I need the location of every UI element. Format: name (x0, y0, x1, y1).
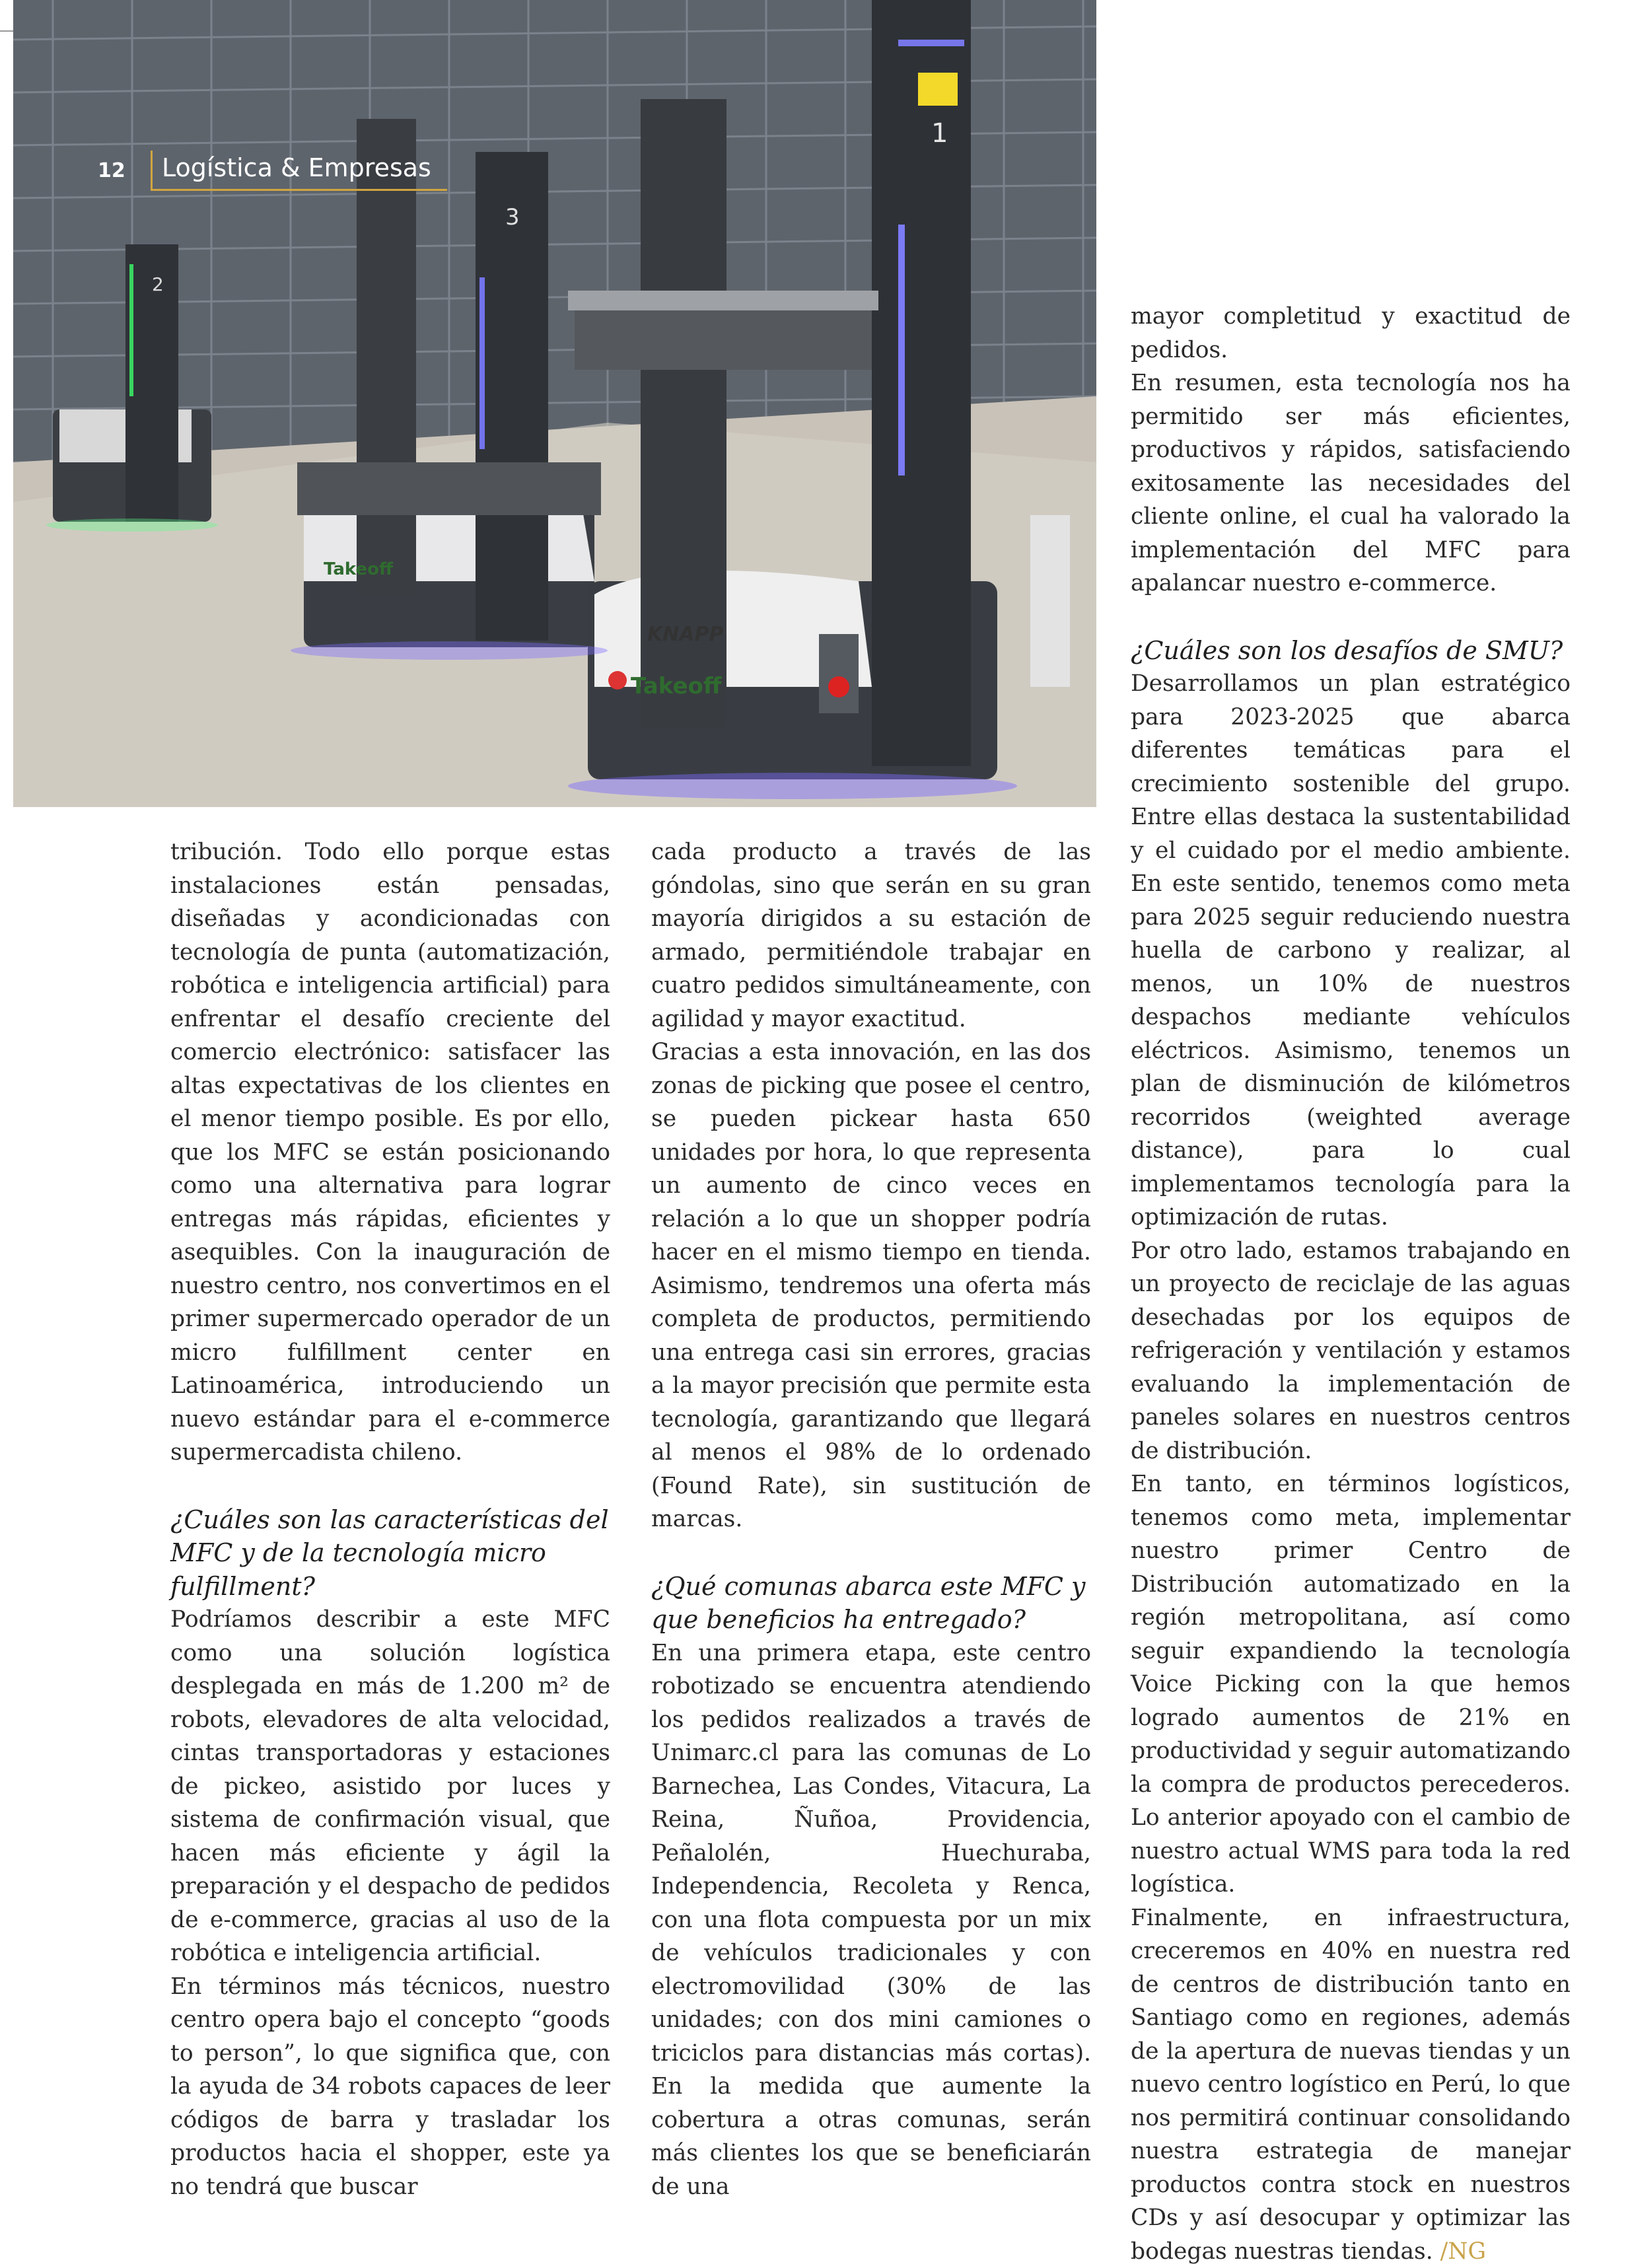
robot-number-1: 1 (931, 118, 948, 149)
col3-paragraph-3: Desarrollamos un plan estratégico para 2023-2025 que abarca diferentes temáticas para el crecimiento sostenible del grupo. Entre ellas destaca la sustentabilidad y el cuidado por el medio ambiente. En este sentido, tenemos como meta para 2025 seguir reduciendo nuestra huella de carbono y realizar, al menos, un 10% de nuestros despachos mediante vehículos eléctricos. Asimismo, tenemos un plan de disminución de kilómetros recorridos (weighted average distance), para lo cual implementamos tecnología para la optimización de rutas. (1131, 667, 1571, 1234)
col1-paragraph-2: Podríamos describir a este MFC como una solución logística desplegada en más de 1.200 m² de robots, elevadores de alta velocidad, cintas transportadoras y estaciones de pickeo, asistido por luces y sistema de confirmación visual, que hacen más eficiente y ágil la preparación y el despacho de pedidos de e-commerce, gracias al uso de la robótica e inteligencia artificial. (170, 1603, 610, 1970)
col1-heading: ¿Cuáles son las características del MFC y de la tecnología micro fulfillment? (170, 1503, 610, 1604)
column-1 (170, 835, 610, 2203)
col3-paragraph-6 (1131, 1901, 1571, 2268)
section-title: Logística & Empresas (151, 151, 447, 191)
col2-paragraph-1: cada producto a través de las góndolas, sino que serán en su gran mayoría dirigidos a su estación de armado, permitiéndole trabajar en cuatro pedidos simultáneamente, con agilidad y mayor exactitud. (651, 835, 1091, 1036)
page-header (98, 151, 447, 191)
robot-number-3: 3 (505, 204, 520, 230)
column-2 (651, 835, 1091, 2203)
col1-paragraph-1: tribución. Todo ello porque estas instalaciones están pensadas, diseñadas y acondicionadas con tecnología de punta (automatización, robótica e inteligencia artificial) para enfrentar el desafío creciente del comercio electrónico: satisfacer las altas expectativas de los clientes en el menor tiempo posible. Es por ello, que los MFC se están posicionando como una alternativa para lograr entregas más rápidas, eficientes y asequibles. Con la inauguración de nuestro centro, nos convertimos en el primer supermercado operador de un micro fulfillment center en Latinoamérica, introduciendo un nuevo estándar para el e-commerce supermercadista chileno. (170, 835, 610, 1470)
col3-paragraph-6-text: Finalmente, en infraestructura, creceremos en 40% en nuestra red de centros de distribución tanto en Santiago como en regiones, además de la apertura de nuevas tiendas y un nuevo centro logístico en Perú, lo que nos permitirá continuar consolidando nuestra estrategia de manejar productos contra stock en nuestros CDs y así desocupar y optimizar las bodegas nuestras tiendas. (1131, 1905, 1571, 2265)
col3-paragraph-4: Por otro lado, estamos trabajando en un proyecto de reciclaje de las aguas desechadas por los equipos de refrigeración y ventilación y estamos evaluando la implementación de paneles solares en nuestros centros de distribución. (1131, 1234, 1571, 1468)
warehouse-robots-photo (13, 0, 1096, 807)
col1-paragraph-3: En términos más técnicos, nuestro centro opera bajo el concepto “goods to person”, lo que significa que, con la ayuda de 34 robots capaces de leer códigos de barra y trasladar los productos hacia el shopper, este ya no tendrá que buscar (170, 1970, 610, 2204)
author-signature: /NG (1440, 2238, 1486, 2265)
takeoff-label-2: Takeoff (324, 559, 394, 579)
robot-number-2: 2 (152, 273, 164, 295)
col3-paragraph-1: mayor completitud y exactitud de pedidos. (1131, 300, 1571, 367)
col3-paragraph-2: En resumen, esta tecnología nos ha permitido ser más eficientes, productivos y rápidos, satisfaciendo exitosamente las necesidades del cliente online, el cual ha valorado la implementación del MFC para apalancar nuestro e-commerce. (1131, 367, 1571, 600)
col3-paragraph-5: En tanto, en términos logísticos, tenemos como meta, implementar nuestro primer Centro de Distribución automatizado en la región metropolitana, así como seguir expandiendo la tecnología Voice Picking con la que hemos logrado aumentos de 21% en productividad y seguir automatizando la compra de productos perecederos. Lo anterior apoyado con el cambio de nuestro actual WMS para toda la red logística. (1131, 1468, 1571, 1901)
page-corner-mark (0, 30, 13, 32)
knapp-label: KNAPP (647, 623, 724, 646)
col3-heading: ¿Cuáles son los desafíos de SMU? (1131, 634, 1571, 668)
page-number: 12 (98, 159, 151, 182)
takeoff-label-1: Takeoff (631, 673, 722, 699)
col2-paragraph-2: Gracias a esta innovación, en las dos zonas de picking que posee el centro, se pueden pickear hasta 650 unidades por hora, lo que representa un aumento de cinco veces en relación a lo que un shopper podría hacer en el mismo tiempo en tienda. Asimismo, tendremos una oferta más completa de productos, permitiendo una entrega casi sin errores, gracias a la mayor precisión que permite esta tecnología, garantizando que llegará al menos el 98% de lo ordenado (Found Rate), sin sustitución de marcas. (651, 1036, 1091, 1536)
col2-heading: ¿Qué comunas abarca este MFC y que beneficios ha entregado? (651, 1570, 1091, 1637)
column-3 (1131, 300, 1571, 2268)
col2-paragraph-3: En una primera etapa, este centro robotizado se encuentra atendiendo los pedidos realizados a través de Unimarc.cl para las comunas de Lo Barnechea, Las Condes, Vitacura, La Reina, Ñuñoa, Providencia, Peñalolén, Huechuraba, Independencia, Recoleta y Renca, con una flota compuesta por un mix de vehículos tradicionales y con electromovilidad (30% de las unidades; con dos mini camiones o triciclos para distancias más cortas). En la medida que aumente la cobertura a otras comunas, serán más clientes los que se beneficiarán de una (651, 1637, 1091, 2204)
